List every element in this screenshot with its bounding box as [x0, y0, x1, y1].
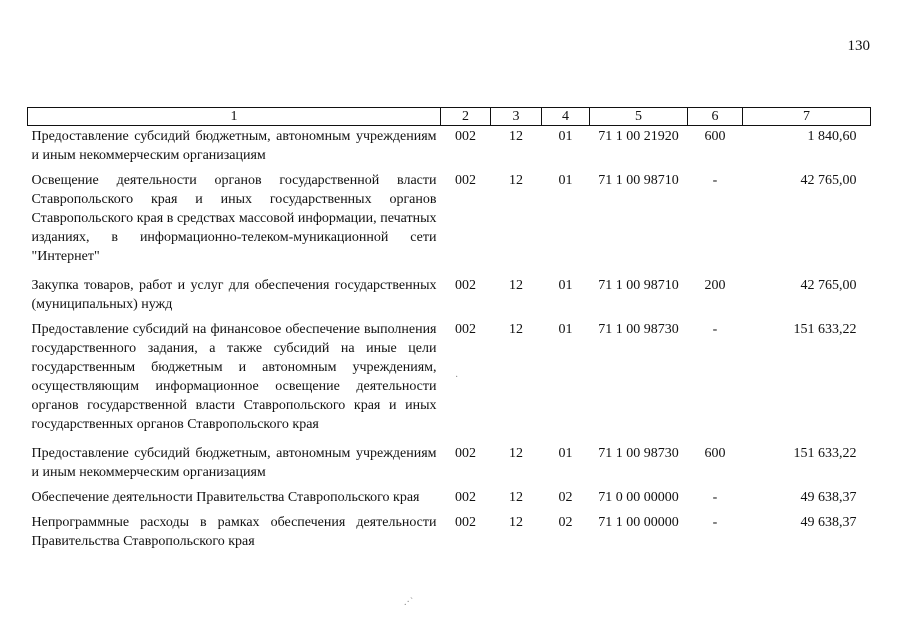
column-header-4: 4	[542, 108, 590, 126]
column-header-5: 5	[590, 108, 688, 126]
ministry-code: 002	[455, 490, 476, 505]
table-row	[28, 487, 871, 512]
subsection-code: 01	[558, 446, 573, 461]
expense-type-code: -	[712, 173, 718, 188]
row-description: Освещение деятельности органов государственной власти Ставропольского края и иных государственных органов Ставропольского края в средствах массовой информации, печатных изданиях, в информационно-телеком-муникационной сети "Интернет"	[31, 173, 437, 264]
row-description: Непрограммные расходы в рамках обеспечения деятельности Правительства Ставропольского края	[31, 515, 437, 549]
expense-type-code: 600	[704, 446, 726, 461]
subsection-code: 01	[558, 129, 573, 144]
column-header-7: 7	[743, 108, 871, 126]
amount-value: 42 765,00	[800, 278, 857, 293]
table-row	[28, 126, 871, 171]
expense-type-code: -	[712, 515, 718, 530]
section-code: 12	[509, 173, 523, 188]
amount-value: 42 765,00	[800, 173, 857, 188]
scan-speck: .·`	[404, 597, 414, 608]
row-description: Обеспечение деятельности Правительства Ставропольского края	[31, 490, 420, 505]
budget-table-container	[27, 107, 870, 556]
expense-type-code: 200	[704, 278, 726, 293]
row-description: Предоставление субсидий бюджетным, автономным учреждениям и иным некоммерческим организациям	[31, 129, 437, 163]
subsection-code: 01	[558, 278, 573, 293]
target-article-code: 71 1 00 98730	[598, 446, 679, 461]
target-article-code: 71 1 00 00000	[598, 515, 679, 530]
section-code: 12	[509, 322, 523, 337]
section-code: 12	[509, 490, 523, 505]
target-article-code: 71 1 00 98710	[598, 173, 679, 188]
budget-table	[27, 107, 871, 556]
table-row	[28, 319, 871, 443]
amount-value: 1 840,60	[807, 129, 857, 144]
expense-type-code: 600	[704, 129, 726, 144]
table-row	[28, 512, 871, 556]
table-row	[28, 170, 871, 275]
expense-type-code: -	[712, 490, 718, 505]
row-description: Закупка товаров, работ и услуг для обеспечения государственных (муниципальных) нужд	[31, 278, 437, 312]
column-header-2: 2	[441, 108, 491, 126]
ministry-code: 002	[455, 515, 476, 530]
ministry-code: 002	[455, 278, 476, 293]
scan-speck: ·	[455, 372, 459, 383]
column-number-header-row	[28, 108, 871, 126]
target-article-code: 71 0 00 00000	[598, 490, 679, 505]
amount-value: 151 633,22	[793, 322, 857, 337]
page-number: 130	[847, 38, 870, 54]
table-row	[28, 275, 871, 319]
amount-value: 49 638,37	[800, 515, 857, 530]
ministry-code: 002	[455, 446, 476, 461]
amount-value: 151 633,22	[793, 446, 857, 461]
subsection-code: 01	[558, 322, 573, 337]
subsection-code: 02	[558, 515, 573, 530]
column-header-3: 3	[491, 108, 542, 126]
section-code: 12	[509, 278, 523, 293]
row-description: Предоставление субсидий на финансовое обеспечение выполнения государственного задания, а также субсидий на иные цели государственным бюджетным и автономным учреждениям, осуществляющим информационное освещение деятельности органов государственной власти Ставропольского края и иных государственных органов Ставропольского края	[31, 322, 437, 432]
expense-type-code: -	[712, 322, 718, 337]
row-description: Предоставление субсидий бюджетным, автономным учреждениям и иным некоммерческим организациям	[31, 446, 437, 480]
subsection-code: 01	[558, 173, 573, 188]
subsection-code: 02	[558, 490, 573, 505]
section-code: 12	[509, 446, 523, 461]
section-code: 12	[509, 515, 523, 530]
amount-value: 49 638,37	[800, 490, 857, 505]
column-header-6: 6	[688, 108, 743, 126]
target-article-code: 71 1 00 21920	[598, 129, 679, 144]
column-header-1: 1	[28, 108, 441, 126]
ministry-code: 002	[455, 173, 476, 188]
table-row	[28, 443, 871, 487]
ministry-code: 002	[455, 129, 476, 144]
target-article-code: 71 1 00 98710	[598, 278, 679, 293]
section-code: 12	[509, 129, 523, 144]
target-article-code: 71 1 00 98730	[598, 322, 679, 337]
ministry-code: 002	[455, 322, 476, 337]
